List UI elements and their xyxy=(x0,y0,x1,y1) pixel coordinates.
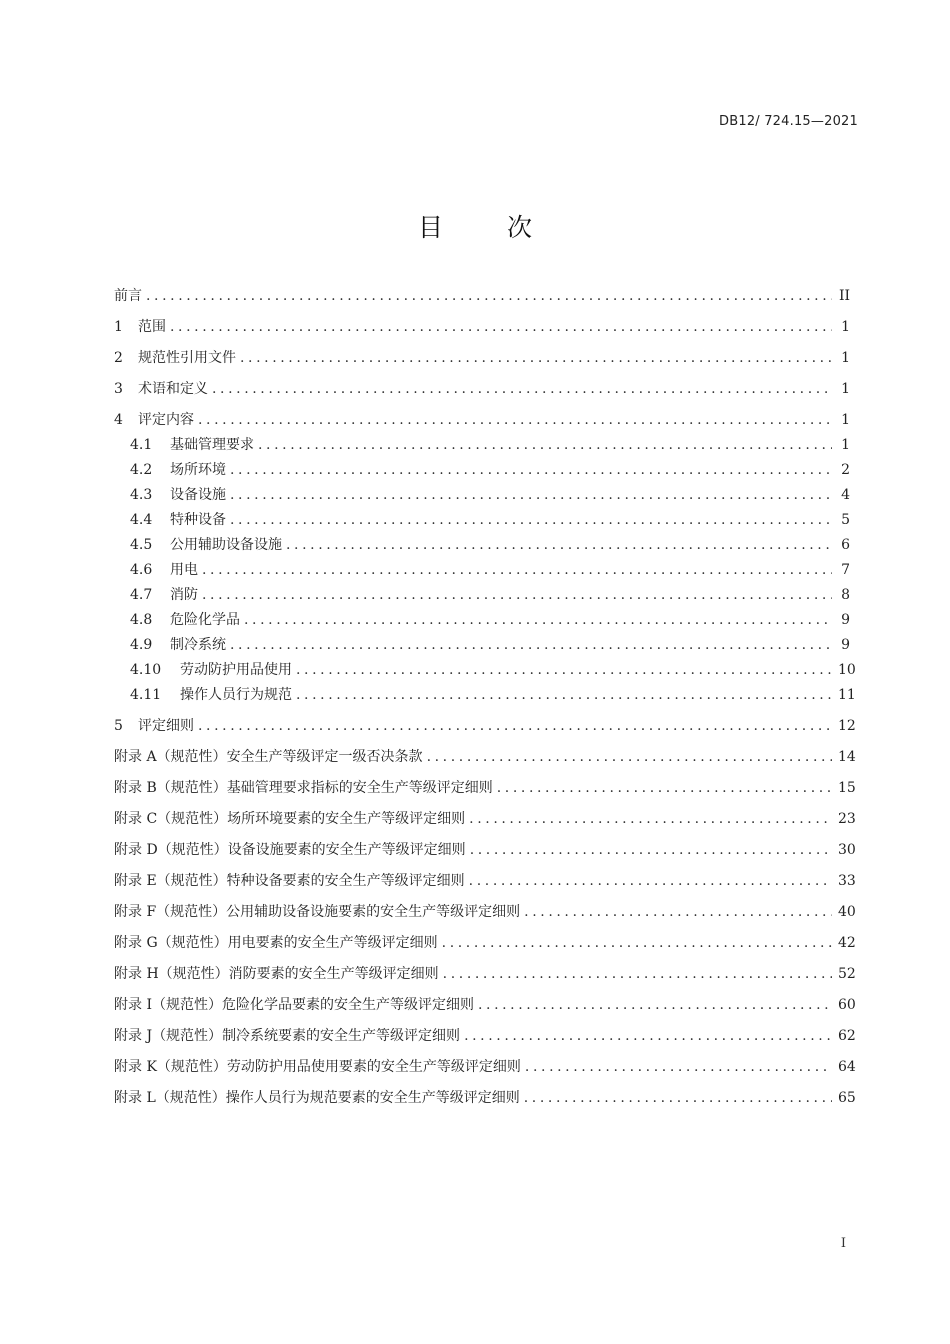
toc-entry[interactable] xyxy=(114,346,850,371)
toc-dot-leader xyxy=(212,377,832,402)
toc-entry-number: 5 xyxy=(114,718,123,734)
annex-title: 用电要素的安全生产等级评定细则 xyxy=(227,935,438,951)
toc-dot-leader xyxy=(202,583,832,608)
toc-dot-leader xyxy=(198,408,832,433)
annex-type: （规范性） xyxy=(156,1059,227,1075)
toc-subentry-title: 制冷系统 xyxy=(170,637,226,653)
annex-page: 52 xyxy=(838,966,856,982)
annex-type: （规范性） xyxy=(157,842,228,858)
toc-dot-leader xyxy=(525,1055,832,1080)
toc-subentry[interactable] xyxy=(114,508,850,533)
toc-subentry-page: 1 xyxy=(841,437,850,453)
toc-subentry-page: 10 xyxy=(838,662,856,678)
toc-entry-title: 评定内容 xyxy=(138,412,194,428)
toc-entry-page: 12 xyxy=(838,718,856,734)
annex-page: 30 xyxy=(838,842,856,858)
toc-entry-title: 前言 xyxy=(114,288,142,304)
toc-annex-section xyxy=(114,745,856,1111)
toc-subentry-number: 4.7 xyxy=(130,587,153,603)
annex-type: （规范性） xyxy=(158,966,229,982)
toc-subentry-page: 5 xyxy=(841,512,850,528)
toc-annex-entry[interactable] xyxy=(114,869,856,894)
toc-subentry-number: 4.6 xyxy=(130,562,153,578)
toc-subentry[interactable] xyxy=(114,483,850,508)
toc-subentry-title: 公用辅助设备设施 xyxy=(170,537,282,553)
toc-subentry-number: 4.1 xyxy=(130,437,153,453)
toc-dot-leader xyxy=(478,993,832,1018)
toc-subentry-title: 基础管理要求 xyxy=(170,437,254,453)
toc-entry-title: 规范性引用文件 xyxy=(138,350,236,366)
annex-title: 消防要素的安全生产等级评定细则 xyxy=(228,966,439,982)
toc-subentry[interactable] xyxy=(114,558,850,583)
annex-page: 14 xyxy=(838,749,856,765)
toc-subentry-title: 劳动防护用品使用 xyxy=(180,662,292,678)
toc-dot-leader xyxy=(442,931,832,956)
toc-sub-section xyxy=(114,433,856,708)
toc-dot-leader xyxy=(202,558,832,583)
toc-subentry[interactable] xyxy=(114,533,850,558)
annex-title: 公用辅助设备设施要素的安全生产等级评定细则 xyxy=(226,904,521,920)
toc-dot-leader xyxy=(464,1024,832,1049)
annex-type: （规范性） xyxy=(156,780,227,796)
annex-page: 64 xyxy=(838,1059,856,1075)
page-title: 目 次 xyxy=(418,213,560,242)
annex-label: 附录 I xyxy=(114,997,152,1013)
toc-subentry[interactable] xyxy=(114,433,850,458)
annex-type: （规范性） xyxy=(156,904,227,920)
annex-page: 42 xyxy=(838,935,856,951)
toc-dot-leader xyxy=(524,1086,832,1111)
toc-subentry-number: 4.11 xyxy=(130,687,162,703)
toc-subentry-title: 用电 xyxy=(170,562,198,578)
toc-dot-leader xyxy=(170,315,832,340)
toc-entry[interactable] xyxy=(114,714,856,739)
annex-page: 23 xyxy=(838,811,856,827)
toc-annex-entry[interactable] xyxy=(114,931,856,956)
toc-subentry-page: 8 xyxy=(841,587,850,603)
toc-main-section xyxy=(114,284,850,433)
toc-annex-entry[interactable] xyxy=(114,807,856,832)
toc-subentry-title: 场所环境 xyxy=(170,462,226,478)
toc-annex-entry[interactable] xyxy=(114,838,856,863)
toc-subentry[interactable] xyxy=(114,458,850,483)
toc-dot-leader xyxy=(427,745,832,770)
annex-type: （规范性） xyxy=(155,1090,226,1106)
toc-annex-entry[interactable] xyxy=(114,1086,856,1111)
annex-title: 场所环境要素的安全生产等级评定细则 xyxy=(227,811,466,827)
annex-type: （规范性） xyxy=(151,997,222,1013)
toc-dot-leader xyxy=(230,458,832,483)
toc-entry-page: 1 xyxy=(841,412,850,428)
annex-page: 60 xyxy=(838,997,856,1013)
annex-title: 安全生产等级评定一级否决条款 xyxy=(226,749,423,765)
toc-subentry-page: 6 xyxy=(841,537,850,553)
annex-label: 附录 D xyxy=(114,842,158,858)
toc-annex-entry[interactable] xyxy=(114,1024,856,1049)
annex-label: 附录 F xyxy=(114,904,157,920)
annex-label: 附录 A xyxy=(114,749,157,765)
annex-page: 62 xyxy=(838,1028,856,1044)
annex-type: （规范性） xyxy=(157,811,228,827)
annex-label: 附录 H xyxy=(114,966,159,982)
annex-label: 附录 K xyxy=(114,1059,157,1075)
toc-entry[interactable] xyxy=(114,408,850,433)
annex-title: 特种设备要素的安全生产等级评定细则 xyxy=(226,873,465,889)
toc-dot-leader xyxy=(230,508,832,533)
toc-entry[interactable] xyxy=(114,284,850,309)
document-code: DB12/ 724.15—2021 xyxy=(719,114,858,129)
toc-subentry-page: 9 xyxy=(841,612,850,628)
annex-label: 附录 E xyxy=(114,873,157,889)
annex-label: 附录 L xyxy=(114,1090,156,1106)
annex-page: 65 xyxy=(838,1090,856,1106)
page-number: I xyxy=(840,1236,846,1251)
toc-subentry-title: 操作人员行为规范 xyxy=(180,687,292,703)
annex-title: 设备设施要素的安全生产等级评定细则 xyxy=(227,842,466,858)
annex-label: 附录 B xyxy=(114,780,157,796)
toc-dot-leader xyxy=(230,483,832,508)
toc-annex-entry[interactable] xyxy=(114,1055,856,1080)
toc-entry-number: 4 xyxy=(114,412,123,428)
toc-annex-entry[interactable] xyxy=(114,993,856,1018)
annex-type: （规范性） xyxy=(157,935,228,951)
toc-dot-leader xyxy=(198,714,832,739)
toc-subentry-title: 特种设备 xyxy=(170,512,226,528)
toc-subentry-page: 7 xyxy=(841,562,850,578)
annex-page: 33 xyxy=(838,873,856,889)
toc-dot-leader xyxy=(469,807,832,832)
toc-dot-leader xyxy=(230,633,832,658)
toc-dot-leader xyxy=(469,869,832,894)
annex-page: 40 xyxy=(838,904,856,920)
toc-entry[interactable] xyxy=(114,315,850,340)
toc-dot-leader xyxy=(470,838,832,863)
toc-entry-page: II xyxy=(838,288,850,304)
toc-section-5 xyxy=(114,714,856,739)
toc-dot-leader xyxy=(244,608,832,633)
annex-title: 制冷系统要素的安全生产等级评定细则 xyxy=(222,1028,461,1044)
toc-entry-number: 3 xyxy=(114,381,123,397)
toc-subentry-number: 4.2 xyxy=(130,462,153,478)
toc-subentry-page: 9 xyxy=(841,637,850,653)
toc-subentry-title: 消防 xyxy=(170,587,198,603)
table-of-contents xyxy=(114,284,856,1111)
annex-label: 附录 G xyxy=(114,935,158,951)
annex-title: 操作人员行为规范要素的安全生产等级评定细则 xyxy=(225,1090,520,1106)
toc-entry-page: 1 xyxy=(841,350,850,366)
toc-entry-number: 2 xyxy=(114,350,123,366)
toc-subentry[interactable] xyxy=(114,608,850,633)
toc-dot-leader xyxy=(443,962,832,987)
toc-subentry-number: 4.10 xyxy=(130,662,162,678)
annex-title: 劳动防护用品使用要素的安全生产等级评定细则 xyxy=(226,1059,521,1075)
toc-subentry-number: 4.9 xyxy=(130,637,153,653)
toc-entry-page: 1 xyxy=(841,319,850,335)
toc-dot-leader xyxy=(296,683,832,708)
toc-subentry-title: 危险化学品 xyxy=(170,612,240,628)
toc-subentry-page: 4 xyxy=(841,487,850,503)
annex-type: （规范性） xyxy=(156,873,227,889)
toc-subentry-page: 2 xyxy=(841,462,850,478)
toc-subentry-title: 设备设施 xyxy=(170,487,226,503)
annex-label: 附录 J xyxy=(114,1028,153,1044)
toc-subentry[interactable] xyxy=(114,658,856,683)
toc-subentry[interactable] xyxy=(114,683,856,708)
toc-subentry-number: 4.4 xyxy=(130,512,153,528)
toc-dot-leader xyxy=(286,533,832,558)
annex-type: （规范性） xyxy=(152,1028,223,1044)
annex-title: 危险化学品要素的安全生产等级评定细则 xyxy=(221,997,474,1013)
toc-annex-entry[interactable] xyxy=(114,745,856,770)
toc-annex-entry[interactable] xyxy=(114,900,856,925)
annex-page: 15 xyxy=(838,780,856,796)
toc-dot-leader xyxy=(240,346,832,371)
toc-dot-leader xyxy=(258,433,832,458)
toc-entry-title: 术语和定义 xyxy=(138,381,208,397)
toc-subentry-number: 4.8 xyxy=(130,612,153,628)
toc-subentry-number: 4.3 xyxy=(130,487,153,503)
toc-annex-entry[interactable] xyxy=(114,776,856,801)
toc-dot-leader xyxy=(524,900,832,925)
toc-entry-title: 范围 xyxy=(138,319,166,335)
toc-entry-page: 1 xyxy=(841,381,850,397)
toc-subentry[interactable] xyxy=(114,583,850,608)
toc-subentry-page: 11 xyxy=(838,687,856,703)
toc-entry-title: 评定细则 xyxy=(138,718,194,734)
annex-type: （规范性） xyxy=(156,749,227,765)
toc-dot-leader xyxy=(146,284,832,309)
toc-annex-entry[interactable] xyxy=(114,962,856,987)
toc-subentry-number: 4.5 xyxy=(130,537,153,553)
toc-entry[interactable] xyxy=(114,377,850,402)
toc-dot-leader xyxy=(497,776,832,801)
toc-subentry[interactable] xyxy=(114,633,850,658)
toc-dot-leader xyxy=(296,658,832,683)
toc-entry-number: 1 xyxy=(114,319,123,335)
annex-title: 基础管理要求指标的安全生产等级评定细则 xyxy=(226,780,493,796)
annex-label: 附录 C xyxy=(114,811,158,827)
